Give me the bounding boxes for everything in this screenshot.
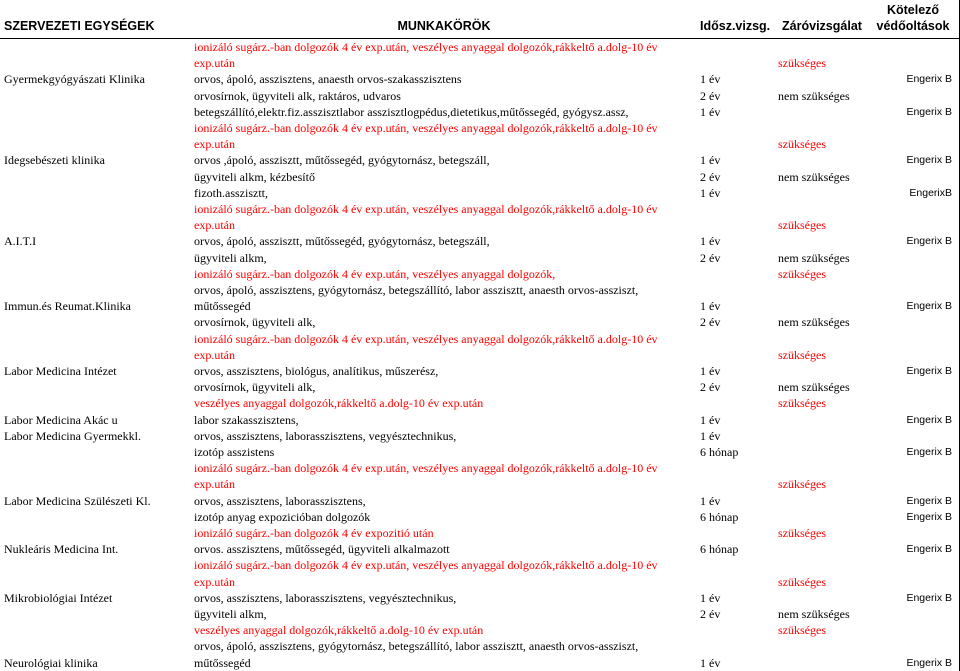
- table-row: [0, 622, 960, 638]
- exam-cell: szükséges: [778, 623, 826, 638]
- interval-cell: 2 év: [700, 315, 721, 330]
- job-cell: orvosírnok, ügyviteli alk, raktáros, udvaros: [194, 88, 401, 103]
- table-row: [0, 331, 960, 347]
- vaccine-cell: Engerix B: [906, 73, 952, 86]
- job-cell: orvos, asszisztens, laborasszisztens, vegyésztechnikus,: [194, 428, 457, 443]
- table-row: [0, 136, 960, 152]
- table-row: [0, 638, 960, 654]
- header-vaccine: Kötelező védőoltások: [876, 3, 950, 33]
- job-cell: orvos, asszisztens, biológus, analítikus, műszerész,: [194, 364, 439, 378]
- header-interval: Idősz.vizsg.: [700, 19, 771, 33]
- exam-cell: nem szükséges: [778, 380, 850, 395]
- job-cell: orvos, ápoló, asszisztt, műtőssegéd, gyógytornász, betegszáll,: [194, 234, 490, 249]
- job-cell: orvos ,ápoló, asszisztt, műtőssegéd, gyógytornász, betegszáll,: [194, 153, 490, 168]
- job-cell: ionizáló sugárz.-ban dolgozók 4 év exp.után, veszélyes anyaggal dolgozók,rákkeltő a.dolg-10 év: [194, 461, 658, 476]
- table-row: [0, 460, 960, 476]
- header-row: [0, 0, 960, 38]
- job-cell: ügyviteli alkm, kézbesítő: [194, 169, 315, 184]
- vaccine-cell: Engerix B: [906, 154, 952, 167]
- job-cell: exp.után: [194, 347, 235, 362]
- interval-cell: 1 év: [700, 590, 721, 605]
- job-cell: ionizáló sugárz.-ban dolgozók 4 év exp.után, veszélyes anyaggal dolgozók,rákkeltő a.dolg-10 év: [194, 558, 658, 573]
- job-cell: exp.után: [194, 218, 235, 233]
- interval-cell: 1 év: [700, 364, 721, 378]
- exam-cell: nem szükséges: [778, 315, 850, 330]
- interval-cell: 1 év: [700, 153, 721, 168]
- exam-cell: szükséges: [778, 347, 826, 362]
- job-cell: veszélyes anyaggal dolgozók,rákkeltő a.dolg-10 év exp.után: [194, 623, 484, 638]
- job-cell: exp.után: [194, 574, 235, 589]
- table-row: [0, 509, 960, 525]
- job-cell: izotóp asszistens: [194, 445, 275, 459]
- table-row: [0, 55, 960, 71]
- header-final-exam: Záróvizsgálat: [782, 19, 862, 33]
- vaccine-cell: Engerix B: [906, 494, 952, 507]
- vaccine-cell: Engerix B: [906, 446, 952, 458]
- header-unit: SZERVEZETI EGYSÉGEK: [4, 19, 155, 33]
- job-cell: ionizáló sugárz.-ban dolgozók 4 év exp.után, veszélyes anyaggal dolgozók,rákkeltő a.dolg-10 év: [194, 40, 658, 54]
- table-row: [0, 104, 960, 120]
- job-cell: műtőssegéd: [194, 299, 251, 314]
- table-row: [0, 314, 960, 330]
- table-row: [0, 363, 960, 379]
- header-jobs: MUNKAKÖRÖK: [397, 19, 491, 33]
- table-row: [0, 298, 960, 314]
- exam-cell: szükséges: [778, 574, 826, 589]
- job-cell: orvosírnok, ügyviteli alk,: [194, 315, 316, 330]
- header-divider: [0, 38, 960, 39]
- job-cell: exp.után: [194, 477, 235, 492]
- interval-cell: 1 év: [700, 234, 721, 249]
- job-cell: orvos, asszisztens, laborasszisztens, vegyésztechnikus,: [194, 590, 457, 605]
- table-row: [0, 201, 960, 217]
- interval-cell: 1 év: [700, 104, 721, 119]
- job-cell: exp.után: [194, 56, 235, 71]
- interval-cell: 1 év: [700, 493, 721, 508]
- exam-cell: szükséges: [778, 396, 826, 411]
- job-cell: betegszállító,elektr.fiz.asszisztlabor asszisztlogpédus,dietetikus,műtőssegéd, gyógysz.assz,: [194, 104, 629, 119]
- table-row: [0, 412, 960, 428]
- job-cell: orvos, ápoló, asszisztens, anaesth orvos-szakasszisztens: [194, 72, 462, 87]
- job-cell: ionizáló sugárz.-ban dolgozók 4 év exp.után, veszélyes anyaggal dolgozók,rákkeltő a.dolg-10 év: [194, 121, 658, 135]
- unit-cell: Immun.és Reumat.Klinika: [4, 299, 131, 314]
- unit-cell: Labor Medicina Szülészeti Kl.: [4, 493, 151, 508]
- job-cell: ionizáló sugárz.-ban dolgozók 4 év expozitió után: [194, 526, 434, 540]
- exam-cell: nem szükséges: [778, 250, 850, 265]
- job-cell: ionizáló sugárz.-ban dolgozók 4 év exp.után, veszélyes anyaggal dolgozók,rákkeltő a.dolg-10 év: [194, 331, 658, 346]
- table-row: [0, 39, 960, 55]
- table-row: [0, 233, 960, 249]
- vaccine-cell: Engerix B: [906, 105, 952, 118]
- exam-cell: nem szükséges: [778, 169, 850, 184]
- table-row: [0, 120, 960, 136]
- interval-cell: 2 év: [700, 250, 721, 265]
- table-row: [0, 606, 960, 622]
- exam-cell: szükséges: [778, 477, 826, 492]
- job-cell: ügyviteli alkm,: [194, 250, 267, 265]
- interval-cell: 6 hónap: [700, 542, 739, 557]
- job-cell: labor szakasszisztens,: [194, 412, 299, 427]
- interval-cell: 2 év: [700, 607, 721, 621]
- table-row: [0, 282, 960, 298]
- job-cell: exp.után: [194, 137, 235, 152]
- table-row: [0, 88, 960, 104]
- interval-cell: 1 év: [700, 655, 721, 670]
- table-row: [0, 476, 960, 492]
- job-cell: orvos. asszisztens, műtőssegéd, ügyviteli alkalmazott: [194, 542, 450, 557]
- exam-cell: szükséges: [778, 266, 826, 281]
- table-row: [0, 217, 960, 233]
- job-cell: fizoth.asszisztt,: [194, 185, 268, 200]
- table-row: [0, 574, 960, 590]
- table-row: [0, 347, 960, 363]
- unit-cell: Labor Medicina Intézet: [4, 364, 117, 378]
- interval-cell: 1 év: [700, 185, 721, 200]
- vaccine-cell: Engerix B: [906, 591, 952, 604]
- table-row: [0, 250, 960, 266]
- job-cell: orvosírnok, ügyviteli alk,: [194, 380, 316, 395]
- table-row: [0, 428, 960, 444]
- table-row: [0, 379, 960, 395]
- unit-cell: Neurológiai klinika: [4, 655, 98, 670]
- table-row: [0, 541, 960, 557]
- vaccine-cell: EngerixB: [909, 186, 952, 199]
- exam-cell: szükséges: [778, 137, 826, 152]
- unit-cell: Gyermekgyógyászati Klinika: [4, 72, 145, 87]
- table-row: [0, 493, 960, 509]
- vaccine-cell: Engerix B: [906, 656, 952, 669]
- table-row: [0, 557, 960, 573]
- job-cell: ionizáló sugárz.-ban dolgozók 4 év exp.után, veszélyes anyaggal dolgozók,rákkeltő a.dolg-10 év: [194, 202, 658, 216]
- exam-cell: szükséges: [778, 526, 826, 540]
- vaccine-cell: Engerix B: [906, 510, 952, 523]
- vaccine-cell: Engerix B: [906, 413, 952, 426]
- exam-cell: szükséges: [778, 56, 826, 71]
- interval-cell: 2 év: [700, 88, 721, 103]
- job-cell: ionizáló sugárz.-ban dolgozók 4 év exp.után, veszélyes anyaggal dolgozók,: [194, 266, 556, 281]
- table-row: [0, 655, 960, 671]
- unit-cell: A.I.T.I: [4, 234, 37, 249]
- vaccine-cell: Engerix B: [906, 365, 952, 377]
- table-row: [0, 525, 960, 541]
- unit-cell: Labor Medicina Akác u: [4, 412, 118, 427]
- table-row: [0, 266, 960, 282]
- interval-cell: 2 év: [700, 380, 721, 395]
- unit-cell: Nukleáris Medicina Int.: [4, 542, 119, 557]
- table-row: [0, 444, 960, 460]
- job-cell: orvos, asszisztens, laborasszisztens,: [194, 493, 366, 508]
- interval-cell: 6 hónap: [700, 445, 739, 459]
- interval-cell: 6 hónap: [700, 509, 739, 524]
- table-row: [0, 590, 960, 606]
- table-row: [0, 395, 960, 411]
- table-row: [0, 185, 960, 201]
- exam-cell: nem szükséges: [778, 88, 850, 103]
- job-cell: orvos, ápoló, asszisztens, gyógytornász, betegszállító, labor asszisztt, anaesth orvos-assziszt,: [194, 639, 639, 654]
- interval-cell: 2 év: [700, 169, 721, 184]
- unit-cell: Mikrobiológiai Intézet: [4, 590, 113, 605]
- table-row: [0, 71, 960, 87]
- table-row: [0, 169, 960, 185]
- vaccine-cell: Engerix B: [906, 300, 952, 313]
- exam-cell: szükséges: [778, 218, 826, 233]
- interval-cell: 1 év: [700, 428, 721, 443]
- unit-cell: Labor Medicina Gyermekkl.: [4, 428, 141, 443]
- unit-cell: Idegsebészeti klinika: [4, 153, 105, 168]
- vaccine-cell: Engerix B: [906, 235, 952, 248]
- job-cell: orvos, ápoló, asszisztens, gyógytornász, betegszállító, labor asszisztt, anaesth orvos-assziszt,: [194, 283, 639, 297]
- interval-cell: 1 év: [700, 299, 721, 314]
- job-cell: veszélyes anyaggal dolgozók,rákkeltő a.dolg-10 év exp.után: [194, 396, 484, 411]
- interval-cell: 1 év: [700, 412, 721, 427]
- interval-cell: 1 év: [700, 72, 721, 87]
- job-cell: izotóp anyag expozicióban dolgozók: [194, 509, 371, 524]
- job-cell: műtőssegéd: [194, 655, 251, 670]
- job-cell: ügyviteli alkm,: [194, 607, 267, 621]
- exam-cell: nem szükséges: [778, 607, 850, 621]
- vaccine-cell: Engerix B: [906, 543, 952, 556]
- table-row: [0, 152, 960, 168]
